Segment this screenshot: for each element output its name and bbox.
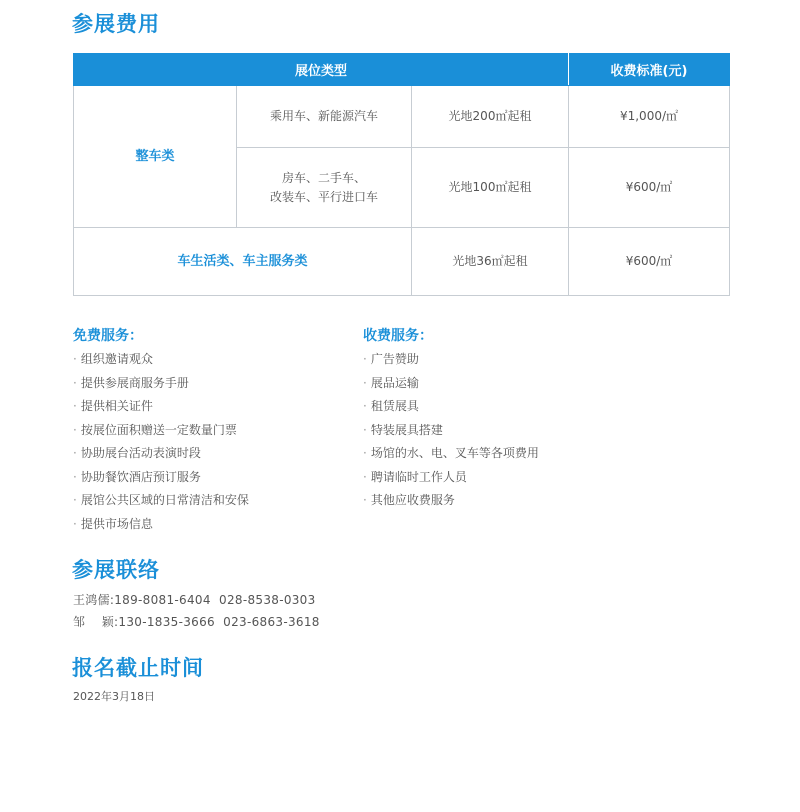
bullet-icon: · bbox=[73, 446, 77, 460]
list-item bbox=[363, 420, 539, 444]
list-item-text: 提供相关证件 bbox=[80, 399, 153, 413]
rent-cell: 光地200㎡起租 bbox=[412, 86, 569, 148]
list-item bbox=[73, 396, 249, 420]
list-item bbox=[73, 490, 249, 514]
bullet-icon: · bbox=[363, 352, 367, 366]
bullet-icon: · bbox=[73, 469, 77, 484]
fee-cell: ¥600/㎡ bbox=[569, 228, 730, 296]
header-booth-type: 展位类型 bbox=[74, 54, 569, 86]
list-item bbox=[363, 373, 539, 397]
list-item bbox=[73, 443, 249, 467]
list-item-text: 展品运输 bbox=[370, 375, 419, 390]
subtype-line: 改装车、平行进口车 bbox=[269, 189, 378, 204]
bullet-icon: · bbox=[363, 422, 367, 437]
subtype-cell: 乘用车、新能源汽车 bbox=[237, 86, 412, 148]
bullet-icon: · bbox=[363, 399, 367, 413]
table-row bbox=[74, 86, 730, 148]
list-item bbox=[363, 443, 539, 467]
bullet-icon: · bbox=[73, 493, 77, 507]
bullet-icon: · bbox=[73, 399, 77, 413]
rent-cell: 光地100㎡起租 bbox=[412, 148, 569, 228]
list-item-text: 租赁展具 bbox=[370, 399, 419, 413]
category-cell: 车生活类、车主服务类 bbox=[74, 228, 412, 296]
table-row bbox=[74, 228, 730, 296]
fee-cell: ¥1,000/㎡ bbox=[569, 86, 730, 148]
bullet-icon: · bbox=[363, 375, 367, 390]
list-item-text: 协助展台活动表演时段 bbox=[80, 446, 201, 460]
list-item-text: 组织邀请观众 bbox=[80, 352, 153, 366]
fee-table bbox=[73, 53, 730, 296]
list-item bbox=[363, 396, 539, 420]
bullet-icon: · bbox=[73, 375, 77, 390]
list-item bbox=[363, 490, 539, 514]
bullet-icon: · bbox=[73, 516, 77, 531]
deadline-title: 报名截止时间 bbox=[72, 656, 204, 680]
list-item-text: 按展位面积赠送一定数量门票 bbox=[80, 422, 237, 437]
list-item-text: 展馆公共区域的日常清洁和安保 bbox=[80, 493, 249, 507]
free-services-list bbox=[73, 349, 249, 537]
fee-cell: ¥600/㎡ bbox=[569, 148, 730, 228]
list-item-text: 其他应收费服务 bbox=[370, 493, 455, 507]
deadline-date: 2022年3月18日 bbox=[73, 690, 155, 703]
category-cell: 整车类 bbox=[74, 86, 237, 228]
list-item bbox=[363, 467, 539, 491]
list-item bbox=[73, 420, 249, 444]
list-item-text: 特装展具搭建 bbox=[370, 422, 443, 437]
table-header-row bbox=[74, 54, 730, 86]
contact-line: 邹 颖:130-1835-3666 023-6863-3618 bbox=[73, 615, 320, 629]
list-item-text: 提供参展商服务手册 bbox=[80, 375, 189, 390]
list-item bbox=[363, 349, 539, 373]
bullet-icon: · bbox=[73, 352, 77, 366]
free-services-heading: 免费服务： bbox=[73, 328, 143, 344]
paid-services-heading: 收费服务： bbox=[363, 328, 433, 344]
fees-title: 参展费用 bbox=[72, 12, 160, 36]
rent-cell: 光地36㎡起租 bbox=[412, 228, 569, 296]
list-item-text: 场馆的水、电、叉车等各项费用 bbox=[370, 446, 539, 460]
subtype-cell bbox=[237, 148, 412, 228]
subtype-line: 房车、二手车、 bbox=[281, 170, 366, 185]
list-item-text: 聘请临时工作人员 bbox=[370, 469, 467, 484]
list-item bbox=[73, 373, 249, 397]
bullet-icon: · bbox=[363, 493, 367, 507]
header-fee-standard: 收费标准(元) bbox=[569, 54, 730, 86]
bullet-icon: · bbox=[363, 446, 367, 460]
bullet-icon: · bbox=[363, 469, 367, 484]
list-item bbox=[73, 349, 249, 373]
list-item-text: 协助餐饮酒店预订服务 bbox=[80, 469, 201, 484]
paid-services-list bbox=[363, 349, 539, 514]
list-item bbox=[73, 467, 249, 491]
list-item bbox=[73, 514, 249, 538]
list-item-text: 广告赞助 bbox=[370, 352, 419, 366]
contact-line: 王鸿儒:189-8081-6404 028-8538-0303 bbox=[73, 593, 316, 607]
contact-title: 参展联络 bbox=[72, 558, 160, 582]
list-item-text: 提供市场信息 bbox=[80, 516, 153, 531]
bullet-icon: · bbox=[73, 422, 77, 437]
